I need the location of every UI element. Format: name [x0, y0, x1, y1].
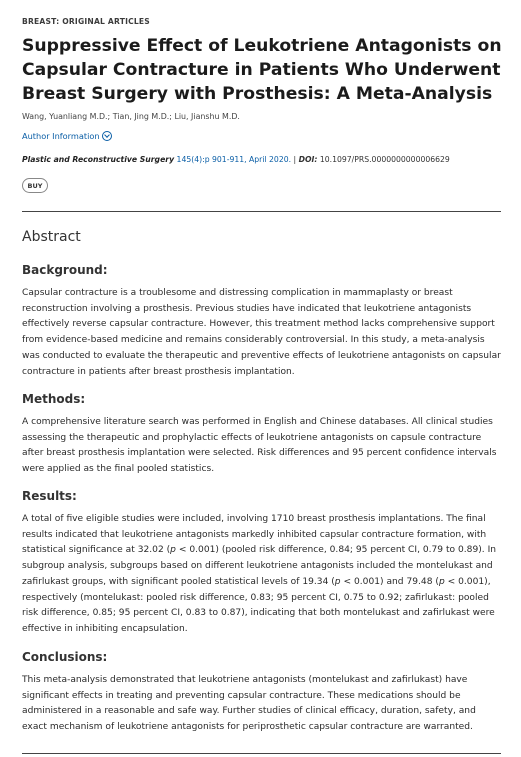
article-title: Suppressive Effect of Leukotriene Antagonists on Capsular Contracture in Patients Who Underwent Breast Surgery with Prosthesis: A Meta-Analysis [22, 36, 502, 104]
citation-line [22, 155, 450, 164]
background-heading: Background: [22, 263, 108, 277]
author-information-label: Author Information [22, 131, 100, 141]
p-value-symbol: p [170, 545, 176, 556]
results-heading: Results: [22, 489, 77, 503]
citation-separator: | [293, 155, 297, 164]
abstract-heading: Abstract [22, 229, 81, 245]
results-text-part: < 0.001) and 79.48 ( [340, 576, 439, 587]
volume-issue-link[interactable]: 145(4):p 901-911, April 2020. [176, 155, 292, 164]
results-text-part: < 0.001) (pooled risk difference, 0.84; 95 percent CI, 0.79 to 0.89). In subgroup analysis, subgroups based on different leukotriene antagonists included the montelukast and zafirlukast groups, with significant pooled statistical levels of 19.34 ( [22, 545, 497, 587]
author-list: Wang, Yuanliang M.D.; Tian, Jing M.D.; Liu, Jianshu M.D. [22, 112, 240, 121]
author-information-toggle[interactable] [22, 131, 112, 141]
p-value-symbol: p [334, 576, 341, 587]
doi-value: 10.1097/PRS.0000000000006629 [319, 155, 450, 164]
doi-label: DOI: [298, 155, 318, 164]
results-text-part: < 0.001), respectively (montelukast: pooled risk difference, 0.83; 95 percent CI, 0.75 to 0.92; zafirlukast: pooled risk difference, 0.85; 95 percent CI, 0.83 to 0.87), indicating that both montelukast and zafirlukast were effective in inhibiting encapsulation. [22, 576, 495, 634]
methods-heading: Methods: [22, 392, 86, 406]
chevron-down-icon [102, 131, 112, 141]
divider-top [22, 211, 501, 212]
conclusions-text: This meta-analysis demonstrated that leukotriene antagonists (montelukast and zafirlukast) have significant effects in treating and preventing capsular contracture. These medications should be administered in a reasonable and safe way. Further studies of clinical efficacy, duration, safety, and exact mechanism of leukotriene antagonists for periprosthetic capsular contracture are warranted. [22, 675, 476, 733]
journal-name: Plastic and Reconstructive Surgery [22, 155, 175, 164]
buy-button[interactable]: BUY [22, 178, 48, 193]
background-text: Capsular contracture is a troublesome and distressing complication in mammaplasty or breast reconstruction involving a prosthesis. Previous studies have indicated that leukotriene antagonists effectively reverse capsular contracture. However, this treatment method lacks comprehensive support from evidence-based medicine and remains considerably controversial. In this study, a meta-analysis was conducted to evaluate the therapeutic and preventive effects of leukotriene antagonists on capsular contracture in patients after breast prosthesis implantation. [22, 288, 501, 377]
results-text [22, 512, 502, 638]
conclusions-heading: Conclusions: [22, 650, 108, 664]
section-label: BREAST: ORIGINAL ARTICLES [22, 17, 150, 26]
divider-bottom [22, 753, 501, 754]
results-text-part: A total of five eligible studies were included, involving 1710 breast prosthesis implantations. The final results indicated that leukotriene antagonists markedly inhibited capsular contracture formation, with statistical significance at 32.02 ( [22, 514, 487, 556]
p-value-symbol: p [438, 576, 445, 587]
methods-text: A comprehensive literature search was performed in English and Chinese databases. All clinical studies assessing the therapeutic and prophylactic effects of leukotriene antagonists on capsule contracture after breast prosthesis implantation were selected. Risk differences and 95 percent confidence intervals were applied as the final pooled statistics. [22, 417, 497, 475]
